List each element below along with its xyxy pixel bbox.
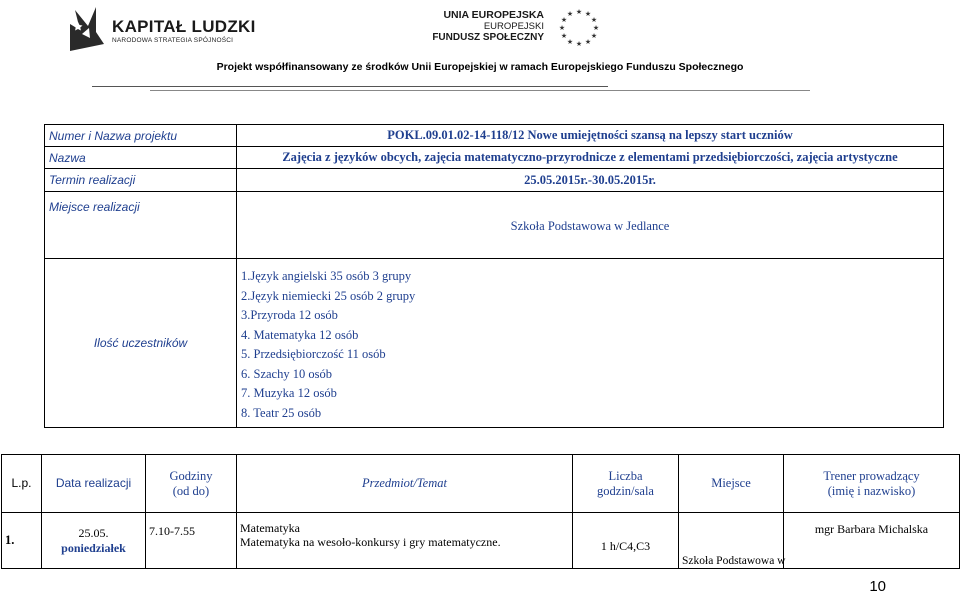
info-row-name bbox=[45, 147, 944, 169]
schedule-row bbox=[2, 513, 960, 569]
participant-item: 5. Przedsiębiorczość 11 osób bbox=[241, 347, 386, 361]
svg-text:★: ★ bbox=[575, 8, 583, 16]
header-count bbox=[573, 455, 679, 513]
svg-text:★: ★ bbox=[592, 24, 600, 32]
header-date: Data realizacji bbox=[42, 455, 146, 513]
participant-item: 1.Język angielski 35 osób 3 grupy bbox=[241, 269, 412, 283]
row-count: 1 h/C4,C3 bbox=[573, 513, 679, 569]
participant-item: 4. Matematyka 12 osób bbox=[241, 327, 359, 342]
header-hours-line2: (od do) bbox=[172, 483, 210, 498]
row-place: Szkoła Podstawowa w bbox=[679, 513, 784, 569]
header-count-line2: godzin/sala bbox=[597, 483, 654, 498]
header-rule-top bbox=[92, 86, 608, 87]
row-topic: Matematyka na wesoło-konkursy i gry matematyczne. bbox=[240, 535, 501, 549]
page-number: 10 bbox=[869, 578, 886, 595]
eu-fund-line1: EUROPEJSKI bbox=[483, 21, 544, 32]
info-value-project: POKL.09.01.02-14-118/12 Nowe umiejętności szansą na lepszy start uczniów bbox=[237, 125, 944, 147]
row-date: 25.05. bbox=[78, 525, 109, 540]
participants-list bbox=[241, 259, 939, 427]
header-hours-line1: Godziny bbox=[169, 468, 213, 483]
header-lp: L.p. bbox=[2, 455, 42, 513]
info-value-name: Zajęcia z języków obcych, zajęcia matematyczno-przyrodnicze z elementami przedsiębiorczości, zajęcia artystyczne bbox=[237, 147, 944, 169]
info-label-participants: Ilość uczestników bbox=[45, 259, 237, 428]
row-day: poniedziałek bbox=[61, 540, 126, 555]
header-place: Miejsce bbox=[679, 455, 784, 513]
schedule-table bbox=[1, 454, 960, 569]
eu-title: UNIA EUROPEJSKA bbox=[443, 9, 544, 21]
header-trainer-line2: (imię i nazwisko) bbox=[827, 483, 916, 498]
row-subject-cell bbox=[237, 513, 573, 569]
header-subject: Przedmiot/Temat bbox=[237, 455, 573, 513]
kapital-ludzki-subtitle: NARODOWA STRATEGIA SPÓJNOŚCI bbox=[112, 37, 234, 44]
project-banner: Projekt współfinansowany ze środków Unii Europejskiej w ramach Europejskiego Funduszu Społecznego bbox=[216, 61, 744, 73]
header-trainer bbox=[784, 455, 960, 513]
svg-text:★: ★ bbox=[575, 40, 583, 48]
participant-item: 2.Język niemiecki 25 osób 2 grupy bbox=[241, 288, 416, 303]
project-info-table bbox=[44, 124, 944, 428]
row-lp: 1. bbox=[2, 513, 42, 569]
header-hours bbox=[146, 455, 237, 513]
row-hours: 7.10-7.55 bbox=[146, 513, 237, 569]
eu-fund-line2: FUNDUSZ SPOŁECZNY bbox=[432, 32, 544, 43]
svg-text:★: ★ bbox=[590, 32, 598, 40]
svg-text:★: ★ bbox=[566, 10, 574, 18]
svg-text:★: ★ bbox=[584, 38, 592, 46]
info-row-project bbox=[45, 125, 944, 147]
header-rule-bottom bbox=[150, 90, 810, 91]
participant-item: 6. Szachy 10 osób bbox=[241, 366, 332, 381]
info-row-place bbox=[45, 192, 944, 259]
info-row-term bbox=[45, 169, 944, 192]
kapital-ludzki-title: KAPITAŁ LUDZKI bbox=[112, 17, 256, 36]
svg-text:★: ★ bbox=[560, 32, 568, 40]
participant-item: 7. Muzyka 12 osób bbox=[241, 386, 337, 400]
info-value-place: Szkoła Podstawowa w Jedlance bbox=[237, 192, 944, 259]
info-label-place: Miejsce realizacji bbox=[45, 192, 237, 259]
info-label-project: Numer i Nazwa projektu bbox=[45, 125, 237, 147]
info-value-term: 25.05.2015r.-30.05.2015r. bbox=[237, 169, 944, 192]
kapital-ludzki-emblem-icon bbox=[66, 4, 106, 54]
header-trainer-line1: Trener prowadzący bbox=[823, 468, 920, 483]
info-label-name: Nazwa bbox=[45, 147, 237, 169]
participants-cell bbox=[237, 259, 944, 428]
row-subject: Matematyka bbox=[240, 521, 300, 535]
row-trainer: mgr Barbara Michalska bbox=[784, 513, 960, 569]
svg-text:★: ★ bbox=[558, 24, 566, 32]
eu-logo bbox=[432, 4, 606, 52]
info-row-participants bbox=[45, 259, 944, 428]
eu-flag-stars-icon bbox=[552, 6, 606, 48]
svg-text:★: ★ bbox=[560, 16, 568, 24]
svg-text:★: ★ bbox=[590, 16, 598, 24]
schedule-header-row bbox=[2, 455, 960, 513]
svg-text:★: ★ bbox=[566, 38, 574, 46]
kapital-ludzki-logo bbox=[66, 4, 256, 54]
participant-item: 3.Przyroda 12 osób bbox=[241, 308, 338, 322]
svg-text:★: ★ bbox=[584, 10, 592, 18]
participant-item: 8. Teatr 25 osób bbox=[241, 405, 322, 420]
row-date-cell bbox=[42, 513, 146, 569]
header-count-line1: Liczba bbox=[608, 468, 643, 483]
info-label-term: Termin realizacji bbox=[45, 169, 237, 192]
